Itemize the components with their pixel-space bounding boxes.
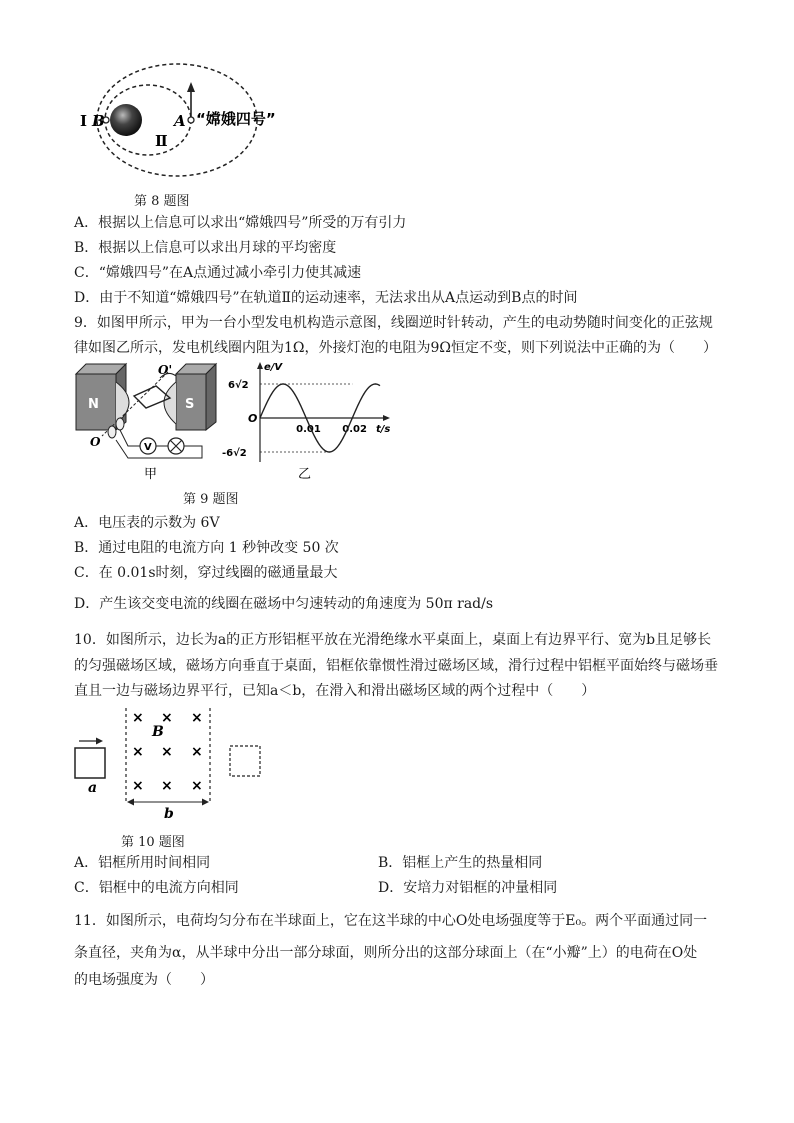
motion-arrowhead — [96, 738, 103, 745]
field-cross: × — [191, 778, 203, 794]
magnet-S-label: S — [185, 397, 195, 412]
q9-option-b: B．通过电阻的电流方向 1 秒钟改变 50 次 — [74, 540, 339, 556]
q8-caption: 第 8 题图 — [134, 194, 190, 209]
q10-option-a: A．铝框所用时间相同 — [74, 855, 211, 871]
q10-stem-line2: 的匀强磁场区域，磁场方向垂直于桌面，铝框依靠惯性滑过磁场区域，滑行过程中铝框平面始终与磁场垂 — [74, 658, 718, 674]
q10-stem-line3: 直且一边与磁场边界平行，已知a＜b，在滑入和滑出磁场区域的两个过程中（ ） — [74, 683, 596, 699]
y-tick-label: -6√2 — [222, 448, 247, 459]
data-point — [352, 417, 353, 418]
data-point — [329, 451, 330, 452]
field-cross: × — [132, 710, 144, 726]
q9-option-c: C．在 0.01s时刻，穿过线圈的磁通量最大 — [74, 565, 338, 581]
axis-label-O: O — [90, 435, 101, 449]
field-cross: × — [161, 710, 173, 726]
label-B: B — [92, 112, 105, 130]
q10-option-d: D．安培力对铝框的冲量相同 — [378, 880, 558, 896]
x-tick-label: 0.02 — [342, 424, 367, 435]
q8-option-c: C．“嫦娥四号”在A点通过减小牵引力使其减速 — [74, 265, 362, 281]
width-arrowhead-right — [202, 799, 209, 806]
x-axis-arrowhead — [383, 415, 390, 421]
q8-orbit-figure — [70, 62, 300, 192]
point-A-marker — [188, 117, 194, 123]
emf-time-chart — [222, 360, 392, 480]
data-point — [259, 417, 260, 418]
x-tick-label: 0.01 — [296, 424, 321, 435]
moon — [110, 104, 142, 136]
q8-option-b: B．根据以上信息可以求出月球的平均密度 — [74, 240, 337, 256]
field-cross: × — [161, 744, 173, 760]
q9-caption: 第 9 题图 — [183, 492, 239, 507]
generator-figure — [72, 362, 222, 482]
label-a: a — [88, 780, 98, 796]
data-point — [363, 393, 364, 394]
label-b: b — [164, 806, 174, 822]
voltmeter-label: V — [144, 442, 152, 453]
q11-stem-line2: 条直径，夹角为α，从半球中分出一部分球面，则所分出的这部分球面上（在“小瓣”上）的电荷在O处 — [74, 945, 698, 961]
q8-option-d: D．由于不知道“嫦娥四号”在轨道Ⅱ的运动速率，无法求出从A点运动到B点的时间 — [74, 290, 578, 306]
pole-piece-left — [116, 382, 129, 424]
field-cross: × — [161, 778, 173, 794]
data-point — [340, 441, 341, 442]
q10-stem-line1: 10．如图所示，边长为a的正方形铝框平放在光滑绝缘水平桌面上，桌面上有边界平行、宽为b且足够长 — [74, 632, 712, 648]
data-point — [375, 383, 376, 384]
data-point — [271, 393, 272, 394]
pole-piece-right — [164, 382, 176, 424]
q9-option-d: D．产生该交变电流的线圈在磁场中匀速转动的角速度为 50π rad/s — [74, 596, 494, 612]
field-crosses — [132, 710, 203, 794]
q8-option-a: A．根据以上信息可以求出“嫦娥四号”所受的万有引力 — [74, 215, 407, 231]
slip-ring-2 — [108, 426, 116, 438]
aluminum-frame-after — [230, 746, 260, 776]
q10-caption: 第 10 题图 — [121, 835, 185, 850]
slip-ring-1 — [116, 418, 124, 430]
data-point — [317, 441, 318, 442]
q11-stem-line1: 11．如图所示，电荷均匀分布在半球面上，它在这半球的中心O处电场强度等于E₀。两个平面通过同一 — [74, 913, 708, 929]
axis-label-O-prime: O' — [158, 363, 173, 377]
field-cross: × — [191, 710, 203, 726]
y-axis-label: e/V — [264, 362, 283, 373]
origin-label: O — [248, 412, 258, 425]
aluminum-frame — [75, 748, 105, 778]
label-orbit-II: Ⅱ — [155, 132, 168, 150]
q9-stem-line1: 9．如图甲所示，甲为一台小型发电机构造示意图，线圈逆时针转动，产生的电动势随时间变化的正弦规 — [74, 315, 713, 331]
q11-stem-line3: 的电场强度为（ ） — [74, 972, 214, 988]
label-yi: 乙 — [298, 467, 312, 480]
data-point — [306, 417, 307, 418]
x-axis-label: t/s — [376, 424, 391, 435]
label-B-field: B — [152, 724, 164, 740]
q10-option-b: B．铝框上产生的热量相同 — [378, 855, 543, 871]
magnet-S-side — [206, 364, 216, 430]
field-cross: × — [132, 778, 144, 794]
data-point — [282, 383, 283, 384]
magnetic-field-figure — [70, 706, 270, 824]
q9-stem-line2: 律如图乙所示，发电机线圈内阻为1Ω，外接灯泡的电阻为9Ω恒定不变，则下列说法中正确的为（ ） — [74, 340, 718, 356]
velocity-arrowhead — [187, 82, 195, 92]
magnet-N-label: N — [88, 397, 99, 412]
y-axis-arrowhead — [257, 362, 263, 369]
label-A: A — [174, 112, 186, 130]
field-cross: × — [191, 744, 203, 760]
q9-option-a: A．电压表的示数为 6V — [74, 515, 220, 531]
probe-label: “嫦娥四号” — [196, 110, 276, 128]
circuit-wire — [116, 430, 202, 458]
data-point — [294, 393, 295, 394]
width-arrowhead-left — [127, 799, 134, 806]
y-tick-label: 6√2 — [228, 380, 249, 391]
label-jia: 甲 — [144, 467, 158, 482]
label-orbit-I: Ⅰ — [80, 112, 88, 130]
field-cross: × — [132, 744, 144, 760]
q10-option-c: C．铝框中的电流方向相同 — [74, 880, 239, 896]
